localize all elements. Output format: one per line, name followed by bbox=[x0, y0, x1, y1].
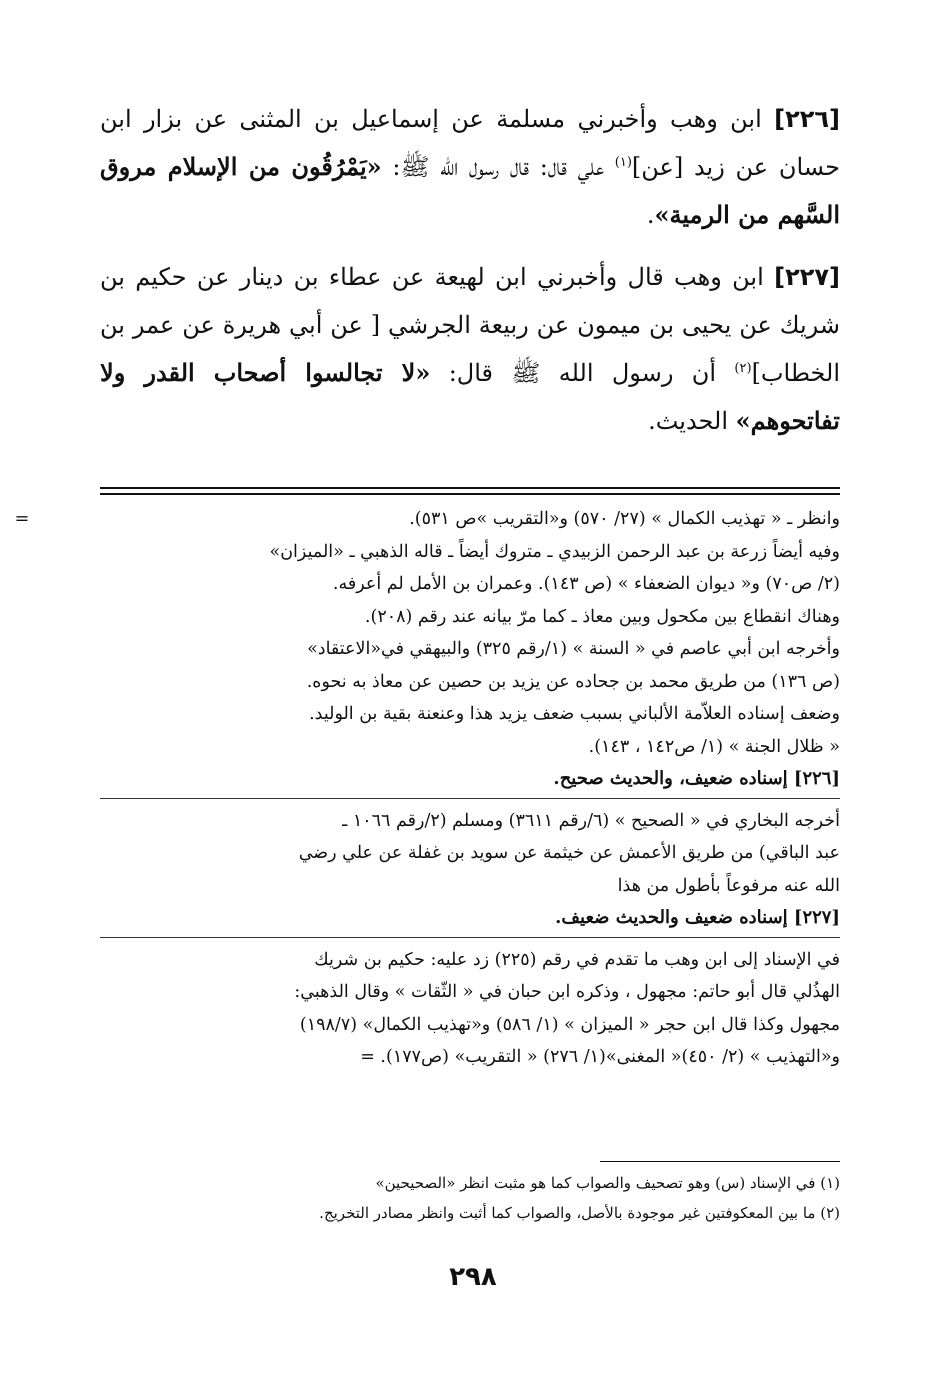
note-underline bbox=[100, 798, 840, 799]
note-heading-227: [٢٢٧] إسناده ضعيف والحديث ضعيف. bbox=[555, 907, 840, 928]
footnote-divider bbox=[600, 1161, 840, 1162]
hadith-number: [٢٢٦] bbox=[774, 105, 840, 133]
isnad-line: ابن وهب وأخبرني مسلمة عن إسماعيل بن المثنى عن بزار bbox=[143, 105, 762, 133]
hadith-matn: «لا تجالسوا أصحاب القدر ولا تفاتحوهم» bbox=[100, 358, 840, 435]
note-heading-226: [٢٢٦] إسناده ضعيف، والحديث صحيح. bbox=[553, 768, 840, 789]
note-line: وأخرجه ابن أبي عاصم في « السنة » (١/رقم ٣٢٥) والبيهقي في«الاعتقاد» bbox=[307, 639, 840, 659]
isnad-line: ابن وهب قال وأخبرني ابن لهيعة عن عطاء بن دينار عن bbox=[196, 263, 764, 291]
note-line: (٢/ ص٧٠) و« ديوان الضعفاء » (ص ١٤٣). وعمران بن الأمل لم أعرفه. bbox=[332, 574, 840, 594]
note-line: وفيه أيضاً زرعة بن عبد الرحمن الزبيدي ـ متروك أيضاً ـ قاله الذهبي ـ «الميزان» bbox=[269, 541, 840, 562]
takhrij-notes bbox=[14, 503, 840, 1074]
note-line: « ظلال الجنة » (١/ ص١٤٢ ، ١٤٣). bbox=[588, 736, 840, 757]
note-line: و«التهذيب » (٢/ ٤٥٠)« المغنى»(١/ ٢٧٦) « التقريب» (ص١٧٧). = bbox=[360, 1047, 840, 1067]
hadith-number: [٢٢٧] bbox=[774, 263, 840, 291]
note-line: عبد الباقي) من طريق الأعمش عن خيثمة عن سويد بن غفلة عن علي رضي bbox=[298, 843, 840, 863]
hadith-227 bbox=[100, 253, 840, 445]
continuation-mark: = bbox=[14, 509, 30, 529]
isnad-line: حكيم بن شريك عن يحيى بن ميمون عن ربيعة الجرشي [ عن أبي هريرة bbox=[100, 263, 841, 339]
note-underline bbox=[100, 937, 840, 938]
note-line: (ص ١٣٦) من طريق محمد بن جحاده عن يزيد بن حصين عن معاذ به نحوه. bbox=[306, 671, 840, 692]
footnote-ref[interactable]: (٢) bbox=[734, 361, 752, 376]
isnad-line: أن رسول الله ﷺ قال: bbox=[430, 359, 735, 387]
footnote-ref[interactable]: (١) bbox=[614, 155, 632, 170]
isnad-line: ابن حسان عن زيد [عن] bbox=[100, 105, 841, 181]
line-end: الحديث. bbox=[648, 407, 736, 435]
note-line: مجهول وكذا قال ابن حجر « الميزان » (١/ ٥٨٦) و«تهذيب الكمال» (١٩٨/٧) bbox=[299, 1014, 840, 1035]
note-line: في الإسناد إلى ابن وهب ما تقدم في رقم (٢٢٥) زد عليه: حكيم بن شريك bbox=[314, 949, 840, 970]
hadith-226 bbox=[100, 95, 840, 239]
note-line: وهناك انقطاع بين مكحول وبين معاذ ـ كما مرّ بيانه عند رقم (٢٠٨). bbox=[364, 606, 840, 627]
note-line: وضعف إسناده العلاّمة الألباني بسبب ضعف يزيد هذا وعنعنة بقية بن الوليد. bbox=[309, 704, 840, 724]
isnad-line: علي قال: قال رسول الله ﷺ: bbox=[381, 153, 615, 181]
footnotes bbox=[100, 1168, 840, 1228]
page-number: ٢٩٨ bbox=[449, 1262, 497, 1292]
footnote-2: (٢) ما بين المعكوفتين غير موجودة بالأصل، والصواب كما أثبت وانظر مصادر التخريج. bbox=[319, 1204, 840, 1222]
main-text bbox=[100, 95, 840, 459]
isnad-line: عن عمر بن الخطاب] bbox=[100, 311, 840, 387]
note-line: أخرجه البخاري في « الصحيح » (٦/رقم ٣٦١١) ومسلم (٢/رقم ١٠٦٦ ـ bbox=[342, 810, 840, 831]
note-line: الهذُلي قال أبو حاتم: مجهول ، وذكره ابن حبان في « الثّقات » وقال الذهبي: bbox=[294, 982, 840, 1002]
note-line: = وانظر ـ « تهذيب الكمال » (٢٧/ ٥٧٠) و«التقريب »ص ٥٣١). bbox=[100, 503, 840, 536]
double-divider bbox=[100, 487, 840, 495]
note-line: الله عنه مرفوعاً بأطول من هذا bbox=[617, 875, 840, 896]
hadith-matn: «يَمْرُقُون من الإسلام مروق السَّهم من الرمية» bbox=[100, 152, 840, 229]
footnote-1: (١) في الإسناد (س) وهو تصحيف والصواب كما هو مثبت انظر «الصحيحين» bbox=[375, 1174, 840, 1192]
line-end: . bbox=[646, 201, 655, 229]
